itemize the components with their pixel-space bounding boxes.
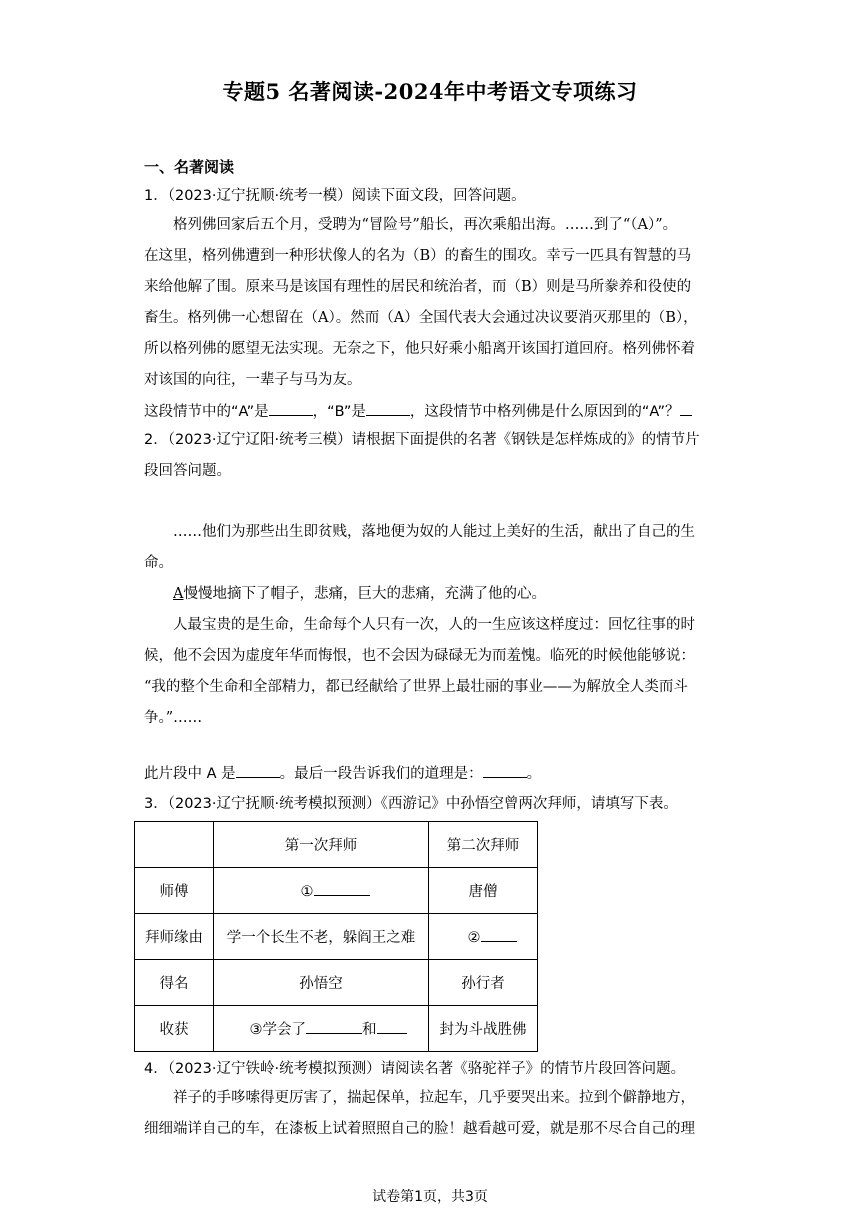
- table-cell: [429, 914, 538, 960]
- q2-stem-line: 2．（2023·辽宁辽阳·统考三模）请根据下面提供的名著《钢铁是怎样炼成的》的情节片: [144, 432, 700, 448]
- q4-line: 细细端详自己的车，在漆板上试着照照自己的脸！越看越可爱，就是那不尽合自己的理: [144, 1121, 695, 1137]
- q2-answer-text: 。最后一段告诉我们的道理是：: [279, 766, 483, 782]
- answer-blank[interactable]: [366, 401, 410, 416]
- table-row-label: 收获: [135, 1006, 214, 1052]
- q2-answer-text: 此片段中 A 是: [144, 766, 236, 782]
- cell-text: ①: [300, 884, 314, 900]
- answer-blank[interactable]: [481, 927, 517, 942]
- q2-passage: [144, 517, 724, 734]
- q2-stem-line: 段回答问题。: [144, 463, 231, 479]
- q3-stem: 3．（2023·辽宁抚顺·统考模拟预测）《西游记》中孙悟空曾两次拜师，请填写下表。: [144, 796, 678, 812]
- q2-answer-text: 。: [526, 766, 542, 782]
- table-row: [135, 960, 538, 1006]
- table-header-cell: 第一次拜师: [214, 822, 429, 868]
- q1-line: 格列佛回家后五个月，受聘为“冒险号”船长，再次乘船出海。……到了“（A）”。: [173, 217, 678, 233]
- table-row: [135, 822, 538, 868]
- q1-line: 来给他解了围。原来马是该国有理性的居民和统治者，而（B）则是马所豢养和役使的: [144, 279, 692, 295]
- q2-line: 人最宝贵的是生命，生命每个人只有一次，人的一生应该这样度过：回忆往事的时: [173, 617, 695, 633]
- q2-line: 争。”……: [144, 710, 203, 726]
- answer-blank[interactable]: [377, 1019, 407, 1034]
- table-cell: 唐僧: [429, 868, 538, 914]
- q1-stem: 1．（2023·辽宁抚顺·统考一模）阅读下面文段，回答问题。: [144, 188, 526, 204]
- q3-table: [134, 821, 538, 1052]
- page-footer: 试卷第1页，共3页: [372, 1189, 488, 1205]
- table-row-label: 师傅: [135, 868, 214, 914]
- answer-blank[interactable]: [306, 1019, 362, 1034]
- q1-line: 畜生。格列佛一心想留在（A）。然而（A）全国代表大会通过决议要消灭那里的（B），: [144, 310, 698, 326]
- q1-line: 对该国的向往，一辈子与马为友。: [144, 372, 362, 388]
- answer-blank[interactable]: [236, 763, 280, 778]
- table-cell: 学一个长生不老，躲阎王之难: [214, 914, 429, 960]
- q2-line: 命。: [144, 555, 173, 571]
- table-cell: 孙行者: [429, 960, 538, 1006]
- table-cell: 封为斗战胜佛: [429, 1006, 538, 1052]
- q1-answer-text: 这段情节中的“A”是: [144, 404, 269, 420]
- q2-line: “我的整个生命和全部精力，都已经献给了世界上最壮丽的事业——为解放全人类而斗: [144, 679, 688, 695]
- table-cell: [214, 868, 429, 914]
- q2-line: ……他们为那些出生即贫贱，落地便为奴的人能过上美好的生活，献出了自己的生: [173, 524, 695, 540]
- q4-stem: 4．（2023·辽宁铁岭·统考模拟预测）请阅读名著《骆驼祥子》的情节片段回答问题。: [144, 1061, 686, 1077]
- table-row: [135, 868, 538, 914]
- q1-passage: [144, 210, 724, 396]
- table-row: [135, 914, 538, 960]
- section-heading: 一、名著阅读: [144, 158, 235, 176]
- q1-answer-line: [144, 400, 692, 421]
- q2-blank-a: A: [173, 586, 184, 602]
- page-title: 专题5 名著阅读-2024年中考语文专项练习: [222, 79, 638, 104]
- table-row: [135, 1006, 538, 1052]
- answer-blank[interactable]: [269, 401, 313, 416]
- cell-text: 和: [362, 1022, 377, 1038]
- answer-blank[interactable]: [314, 881, 370, 896]
- table-header-cell: [135, 822, 214, 868]
- q2-answer-line: [144, 762, 541, 783]
- q4-line: 祥子的手哆嗦得更厉害了，揣起保单，拉起车，几乎要哭出来。拉到个僻静地方，: [173, 1090, 695, 1106]
- answer-blank[interactable]: [680, 401, 692, 416]
- q2-line: 候，他不会因为虚度年华而悔恨，也不会因为碌碌无为而羞愧。临死的时候他能够说：: [144, 648, 695, 664]
- q1-answer-text: ，这段情节中格列佛是什么原因到的“A”？: [409, 404, 680, 420]
- table-cell: [214, 1006, 429, 1052]
- q4-passage: [144, 1083, 724, 1145]
- cell-text: ②: [467, 930, 481, 946]
- q1-line: 所以格列佛的愿望无法实现。无奈之下，他只好乘小船离开该国打道回府。格列佛怀着: [144, 341, 695, 357]
- q1-answer-text: ，“B”是: [312, 404, 366, 420]
- table-header-cell: 第二次拜师: [429, 822, 538, 868]
- cell-text: ③学会了: [249, 1022, 306, 1038]
- q2-line: [144, 579, 724, 610]
- table-cell: 孙悟空: [214, 960, 429, 1006]
- table-row-label: 得名: [135, 960, 214, 1006]
- q1-line: 在这里，格列佛遭到一种形状像人的名为（B）的畜生的围攻。幸亏一匹具有智慧的马: [144, 248, 692, 264]
- answer-blank[interactable]: [483, 763, 527, 778]
- table-row-label: 拜师缘由: [135, 914, 214, 960]
- q2-line-text: 慢慢地摘下了帽子，悲痛，巨大的悲痛，充满了他的心。: [183, 586, 546, 602]
